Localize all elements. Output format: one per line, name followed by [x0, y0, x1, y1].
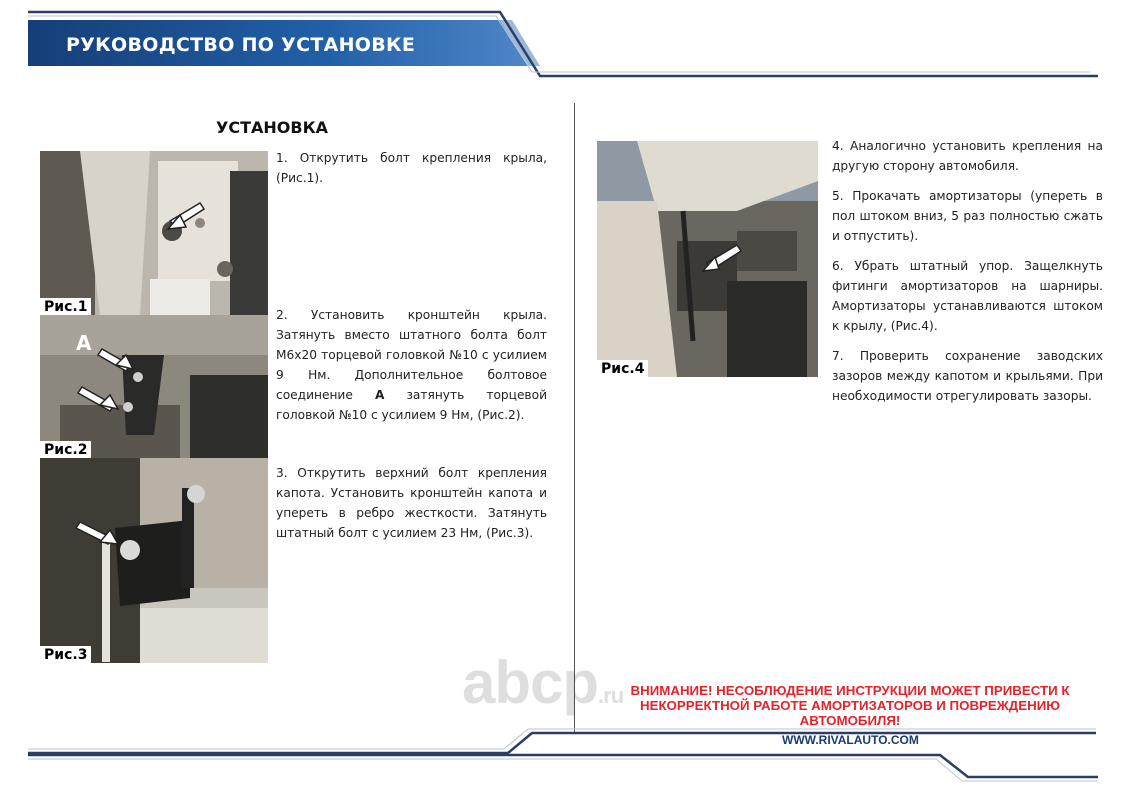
step-5-text: 5. Прокачать амортизаторы (упереть в пол штоком вниз, 5 раз полностью сжать и отпустить). [832, 189, 1103, 243]
warning-line-2: НЕКОРРЕКТНОЙ РАБОТЕ АМОРТИЗАТОРОВ И ПОВРЕЖДЕНИЮ [639, 698, 1061, 713]
step-2 [276, 305, 547, 425]
figure-1-photo [40, 151, 268, 315]
column-divider [574, 103, 575, 733]
step-7-text: 7. Проверить сохранение заводских зазоров между капотом и крыльями. При необходимости отрегулировать зазоры. [832, 349, 1103, 403]
step-2-text-before: 2. Установить кронштейн крыла. Затянуть вместо штатного болта болт М6х20 торцевой головкой №10 с усилием 9 Нм. Дополнительное болтовое соединение [276, 308, 547, 402]
steps-right-column [832, 136, 1103, 416]
figure-3-label: Рис.3 [40, 646, 91, 663]
warning-line-3: АВТОМОБИЛЯ! [799, 713, 901, 728]
step-1-text: 1. Открутить болт крепления крыла, (Рис.1). [276, 151, 547, 185]
section-title: УСТАНОВКА [216, 118, 329, 137]
footer-banner [0, 725, 1132, 800]
figure-2-label: Рис.2 [40, 441, 91, 458]
warning-line-1: ВНИМАНИЕ! НЕСОБЛЮДЕНИЕ ИНСТРУКЦИИ МОЖЕТ ПРИВЕСТИ К [630, 683, 1070, 698]
warning-text [600, 683, 1100, 728]
watermark-main: abcp [462, 649, 599, 716]
step-2-text-after: затянуть торцевой головкой №10 с усилием 9 Нм, (Рис.2). [276, 388, 547, 422]
step-6-text: 6. Убрать штатный упор. Защелкнуть фитинги амортизаторов на шарниры. Амортизаторы устанавливаются штоком к крылу, (Рис.4). [832, 259, 1103, 333]
step-3-text: 3. Открутить верхний болт крепления капота. Установить кронштейн капота и упереть в ребро жесткости. Затянуть штатный болт с усилием 23 Нм, (Рис.3). [276, 466, 547, 540]
step-3 [276, 463, 547, 543]
website-link[interactable]: WWW.RIVALAUTO.COM [782, 733, 919, 747]
figure-1-label: Рис.1 [40, 298, 91, 315]
figure-4-label: Рис.4 [597, 360, 648, 377]
figure-3-photo [40, 458, 268, 663]
figure-2-photo [40, 315, 268, 458]
watermark-suffix: .ru [598, 683, 624, 708]
step-1 [276, 148, 547, 188]
watermark-logo [462, 648, 623, 717]
figure-2-marker: А [76, 331, 92, 355]
page-title: РУКОВОДСТВО ПО УСТАНОВКЕ [66, 34, 416, 56]
figure-4-photo [597, 141, 818, 377]
step-2-marker: А [374, 388, 385, 402]
step-4-text: 4. Аналогично установить крепления на другую сторону автомобиля. [832, 139, 1103, 173]
